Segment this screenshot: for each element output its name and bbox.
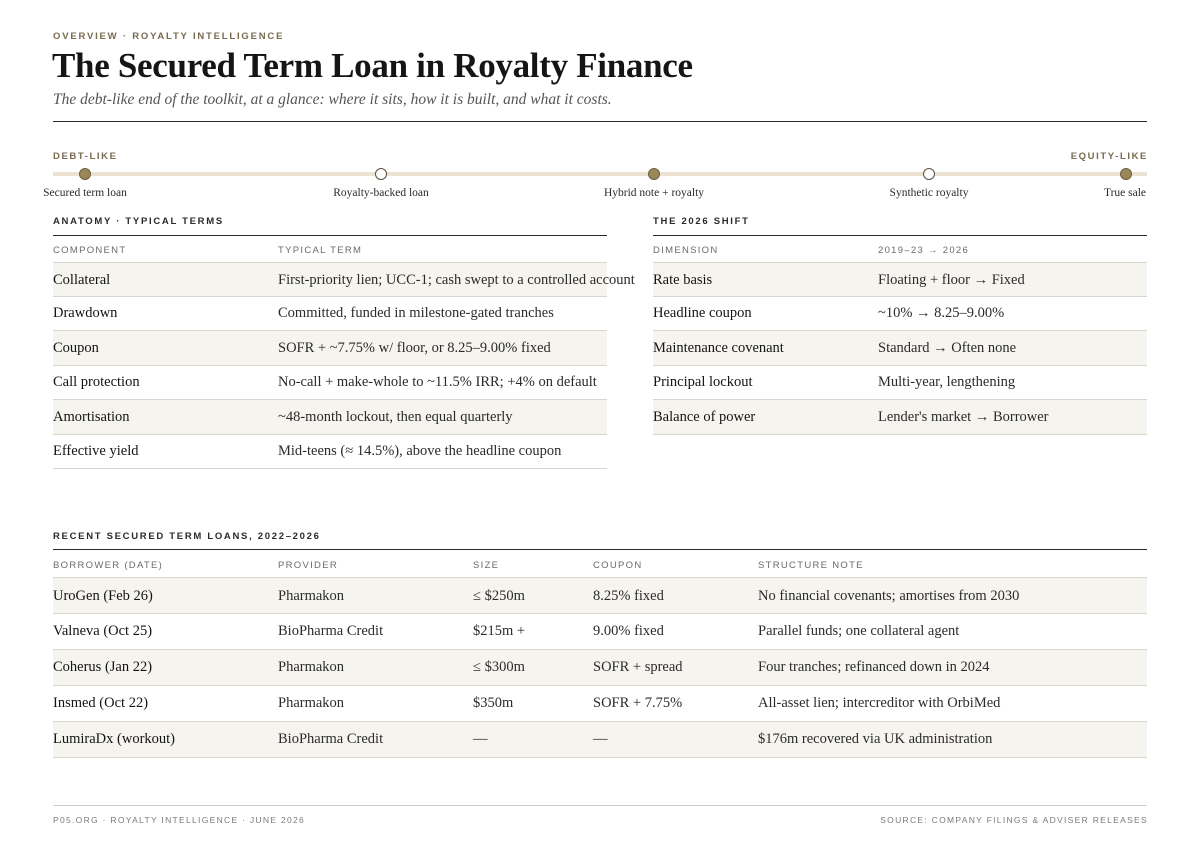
footer-source: SOURCE: COMPANY FILINGS & ADVISER RELEASES [880,815,1148,825]
page-subtitle: The debt-like end of the toolkit, at a glance: where it sits, how it is built, and what it costs. [53,91,612,108]
column-header: STRUCTURE NOTE [758,560,864,571]
table-row [53,297,607,331]
component-cell: Amortisation [53,409,130,425]
component-cell: Coupon [53,340,99,356]
table-row [53,650,1147,686]
spectrum-marker-royalty-backed-loan [375,168,387,180]
borrower-cell: LumiraDx (workout) [53,731,176,747]
dimension-cell: Principal lockout [653,374,753,390]
dimension-cell: Rate basis [653,272,713,288]
footer-divider [53,805,1147,806]
structure-note-cell: All-asset lien; intercreditor with OrbiMed [758,695,1001,711]
size-cell: ≤ $300m [473,659,525,675]
footer-left: P05.ORG · ROYALTY INTELLIGENCE · JUNE 2026 [53,815,306,825]
change-cell: Standard → Often none [878,340,1017,356]
section-divider [53,235,607,236]
size-cell: — [473,731,488,747]
column-header: SIZE [473,560,500,571]
term-cell: No-call + make-whole to ~11.5% IRR; +4% on default [278,374,597,390]
column-header: COMPONENT [53,245,127,256]
column-header: PROVIDER [278,560,339,571]
section-title: THE 2026 SHIFT [653,216,750,227]
term-cell: Committed, funded in milestone-gated tranches [278,305,554,321]
spectrum-label: Royalty-backed loan [333,187,429,199]
spectrum-right-label: EQUITY-LIKE [1070,151,1148,162]
table-row [53,366,607,400]
spectrum-marker-secured-term-loan [79,168,91,180]
borrower-cell: Valneva (Oct 25) [53,623,153,639]
component-cell: Call protection [53,374,140,390]
structure-note-cell: No financial covenants; amortises from 2030 [758,588,1020,604]
header-divider [53,121,1147,122]
borrower-cell: UroGen (Feb 26) [53,588,153,604]
change-cell: Floating + floor → Fixed [878,272,1025,288]
component-cell: Collateral [53,272,111,288]
size-cell: ≤ $250m [473,588,525,604]
table-row [653,331,1147,366]
table-row [53,577,1147,614]
provider-cell: Pharmakon [278,588,345,604]
coupon-cell: — [593,731,608,747]
component-cell: Drawdown [53,305,118,321]
borrower-cell: Insmed (Oct 22) [53,695,149,711]
spectrum-marker-true-sale [1120,168,1132,180]
size-cell: $215m + [473,623,526,639]
spectrum-marker-synthetic-royalty [923,168,935,180]
column-header: BORROWER (DATE) [53,560,164,571]
dimension-cell: Maintenance covenant [653,340,784,356]
shift-table [653,262,1147,435]
table-row [53,400,607,435]
table-row [53,331,607,366]
term-cell: SOFR + ~7.75% w/ floor, or 8.25–9.00% fixed [278,340,551,356]
spectrum-label: Synthetic royalty [889,187,969,199]
table-row [53,262,635,297]
provider-cell: BioPharma Credit [278,731,384,747]
table-row [653,262,1147,297]
section-title: ANATOMY · TYPICAL TERMS [53,216,224,227]
table-row [53,686,1147,722]
table-row [653,366,1147,400]
structure-note-cell: $176m recovered via UK administration [758,731,993,747]
table-row [53,435,607,469]
anatomy-table [53,262,635,469]
change-cell: Lender's market → Borrower [878,409,1049,425]
spectrum-label: Secured term loan [43,187,127,199]
section-divider [53,549,1147,550]
section-title: RECENT SECURED TERM LOANS, 2022–2026 [53,531,321,542]
size-cell: $350m [473,695,514,711]
term-cell: Mid-teens (≈ 14.5%), above the headline coupon [278,443,562,459]
column-header: COUPON [593,560,643,571]
change-cell: ~10% → 8.25–9.00% [878,305,1005,321]
table-row [53,722,1147,758]
spectrum-track [53,172,1147,176]
structure-note-cell: Parallel funds; one collateral agent [758,623,960,639]
coupon-cell: SOFR + spread [593,659,683,675]
section-divider [653,235,1147,236]
borrower-cell: Coherus (Jan 22) [53,659,153,675]
coupon-cell: 8.25% fixed [593,588,664,604]
table-row [653,400,1147,435]
coupon-cell: 9.00% fixed [593,623,664,639]
spectrum-label: Hybrid note + royalty [603,187,705,199]
spectrum-marker-hybrid-note [648,168,660,180]
page-title: The Secured Term Loan in Royalty Finance [52,46,693,85]
term-cell: ~48-month lockout, then equal quarterly [278,409,513,425]
dimension-cell: Headline coupon [653,305,752,321]
dimension-cell: Balance of power [653,409,756,425]
term-cell: First-priority lien; UCC-1; cash swept to a controlled account [278,272,635,288]
column-header: 2019–23 → 2026 [878,245,970,256]
structure-note-cell: Four tranches; refinanced down in 2024 [758,659,990,675]
component-cell: Effective yield [53,443,139,459]
provider-cell: Pharmakon [278,695,345,711]
change-cell: Multi-year, lengthening [878,374,1016,390]
table-row [653,297,1147,331]
coupon-cell: SOFR + 7.75% [593,695,683,711]
recent-loans-table [53,577,1147,758]
column-header: TYPICAL TERM [278,245,363,256]
table-row [53,614,1147,650]
provider-cell: BioPharma Credit [278,623,384,639]
column-header: DIMENSION [653,245,719,256]
spectrum-left-label: DEBT-LIKE [53,151,118,162]
spectrum-label: True sale [1103,187,1147,199]
eyebrow: OVERVIEW · ROYALTY INTELLIGENCE [53,31,285,42]
provider-cell: Pharmakon [278,659,345,675]
